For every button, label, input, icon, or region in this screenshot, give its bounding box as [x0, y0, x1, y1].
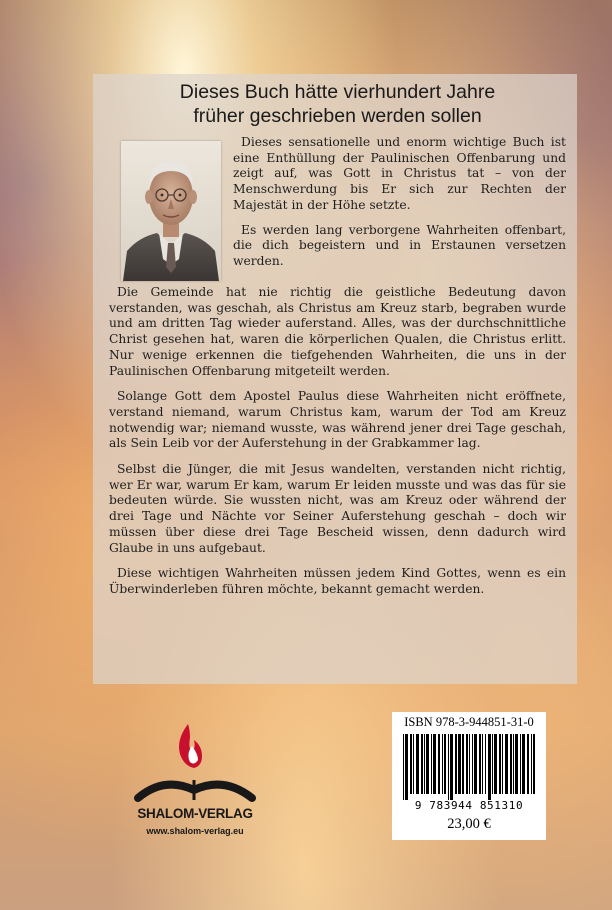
barcode-bar: [431, 734, 432, 794]
barcode-bar: [522, 734, 525, 794]
price: 23,00 €: [447, 816, 491, 832]
barcode-bar: [426, 734, 429, 794]
paragraph-3: Die Gemeinde hat nie richtig die geistliche Bedeutung davon verstanden, was geschah, als Christus am Kreuz starb, begraben wurde und am dritten Tag wieder auferstand. Alles, was der durchschnittliche Christ gesehen hat, waren die körperlichen Qualen, die Christus erlitt. Nur wenige erkennen die tiefgehenden Wahrheiten, die uns in der Paulinischen Offenbarung mitgeteilt werden.: [109, 285, 566, 378]
barcode-bar: [494, 734, 497, 794]
barcode-bars: [403, 734, 535, 800]
back-cover-text-panel: [93, 74, 577, 684]
isbn-label: ISBN 978-3-944851-31-0: [404, 715, 534, 729]
author-portrait: [121, 141, 221, 281]
barcode-bar: [413, 734, 414, 794]
paragraph-5: Selbst die Jünger, die mit Jesus wandelten, verstanden nicht richtig, wer Er war, warum Er kam, warum Er leiden musste und was das für sie bedeuten würde. Sie wussten nicht, was am Kreuz oder während der drei Tage und Nächte vor Seiner Auferstehung geschah – doch wir müssen über diese drei Tage Bescheid wissen, denn dadurch wird Glaube in uns aufgebaut.: [109, 462, 566, 555]
barcode-bar: [416, 734, 419, 794]
barcode-box: [392, 712, 546, 840]
barcode-digits: 9 783944 851310: [414, 799, 524, 812]
barcode-bar: [403, 734, 404, 800]
barcode-bar: [482, 734, 483, 794]
barcode-bar: [466, 734, 468, 794]
barcode-bar: [485, 734, 486, 794]
barcode-bar: [438, 734, 440, 794]
barcode-bar: [455, 734, 457, 794]
barcode-bar: [531, 734, 532, 794]
barcode-bar: [421, 734, 423, 794]
paragraph-6: Diese wichtigen Wahrheiten müssen jedem Kind Gottes, wenn es ein Überwinderleben führen möchte, bekannt gemacht werden.: [109, 566, 566, 596]
barcode-bar: [450, 734, 453, 800]
barcode-bar: [442, 734, 443, 794]
barcode-bar: [448, 734, 449, 800]
author-portrait-image: [121, 141, 221, 281]
barcode-bar: [469, 734, 470, 794]
barcode-bar: [424, 734, 425, 794]
headline: [109, 80, 566, 128]
barcode-bar: [410, 734, 412, 794]
barcode-bar: [472, 734, 473, 794]
barcode-bar: [515, 734, 518, 794]
barcode-bar: [492, 734, 493, 794]
paragraph-4: Solange Gott dem Apostel Paulus diese Wahrheiten nicht eröffnete, verstand niemand, warum Christus kam, warum der Tod am Kreuz notwendig war; niemand wusste, was während jener drei Tage geschah, als Sein Leib vor der Auferstehung in der Grabkammer lag.: [109, 389, 566, 451]
barcode-bar: [505, 734, 508, 794]
headline-line-1: Dieses Buch hätte vierhundert Jahre: [179, 81, 496, 103]
publisher-name: SHALOM-VERLAG: [137, 806, 253, 821]
barcode-bar: [462, 734, 464, 794]
barcode-bar: [533, 734, 535, 794]
barcode-bar: [405, 734, 408, 800]
barcode-bar: [444, 734, 446, 794]
flame-book-icon: [130, 718, 260, 808]
paragraph-1: Dieses sensationelle und enorm wichtige Buch ist eine Enthüllung der Paulinischen Offenbarung und zeigt auf, was Gott in Christus tat – von der Menschwerdung bis Er sich zur Rechten der Majestät in der Höhe setzte.: [233, 135, 566, 212]
barcode-bar: [499, 734, 501, 794]
barcode-bar: [433, 734, 436, 794]
barcode-bar: [502, 734, 503, 794]
publisher-url[interactable]: www.shalom-verlag.eu: [146, 826, 244, 836]
barcode-bar: [513, 734, 514, 794]
barcode-bar: [488, 734, 491, 800]
barcode-bar: [474, 734, 477, 794]
paragraph-2: Es werden lang verborgene Wahrheiten offenbart, die dich begeistern und in Erstaunen versetzen werden.: [233, 222, 566, 268]
barcode-bar: [479, 734, 481, 794]
headline-line-2: früher geschrieben werden sollen: [193, 105, 482, 127]
barcode-bar: [527, 734, 529, 794]
barcode-bar: [520, 734, 521, 794]
barcode-bar: [458, 734, 461, 794]
barcode-bar: [510, 734, 512, 794]
